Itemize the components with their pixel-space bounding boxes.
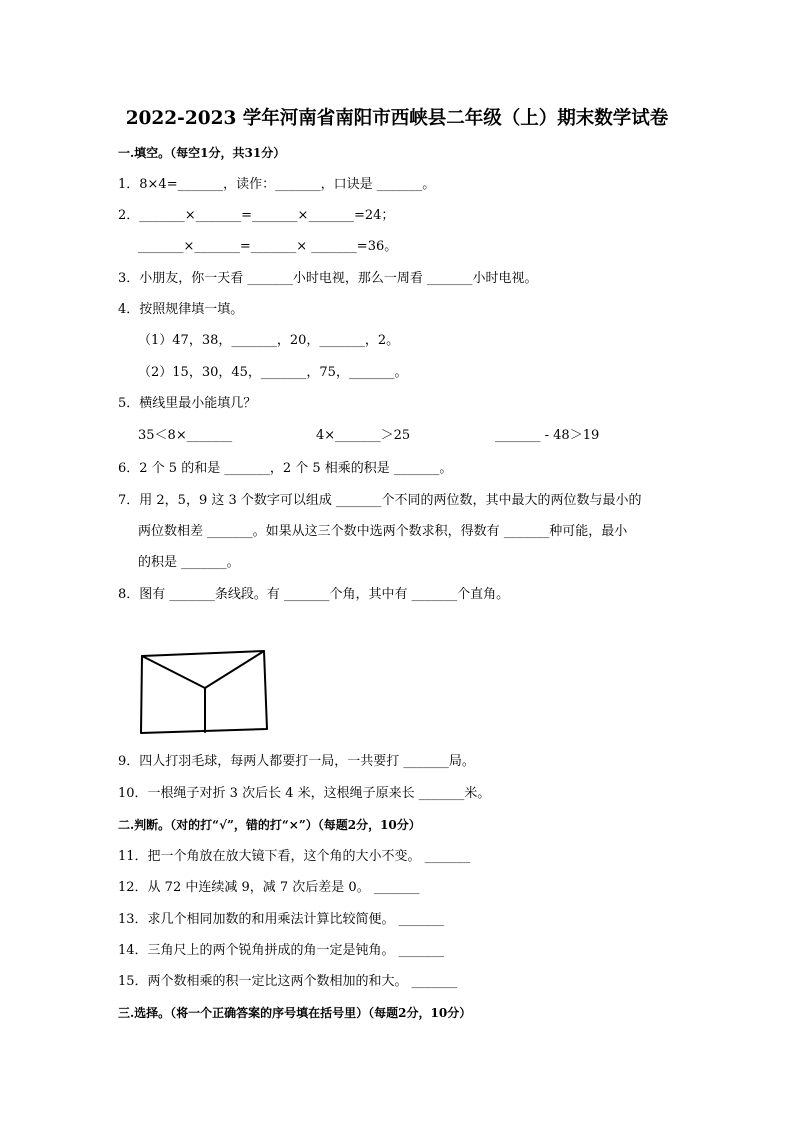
question-6: 6．2 个 5 的和是 _______，2 个 5 相乘的积是 _______。: [118, 461, 453, 476]
question-15: 15．两个数相乘的积一定比这两个数相加的和大。 _______: [118, 974, 458, 989]
question-7-line-1: 7．用 2，5，9 这 3 个数字可以组成 _______个不同的两位数，其中最大的两位数与最小的: [118, 493, 642, 508]
question-10: 10．一根绳子对折 3 次后长 4 米，这根绳子原来长 _______米。: [118, 786, 491, 801]
section-heading-multiple-choice: 三.选择。（将一个正确答案的序号填在括号里）（每题2分，10分）: [118, 1006, 472, 1020]
question-4-part-2: （2）15，30，45，_______，75，_______。: [138, 365, 408, 380]
question-2-line-1: 2．_______×_______=_______×_______=24；: [118, 208, 395, 223]
section-heading-fill-blank: 一.填空。（每空1分，共31分）: [118, 146, 286, 160]
question-7-line-3: 的积是 _______。: [138, 555, 240, 570]
question-11: 11．把一个角放在放大镜下看，这个角的大小不变。 _______: [118, 849, 471, 864]
page-title: 2022-2023 学年河南省南阳市西峡县二年级（上）期末数学试卷: [125, 108, 669, 129]
question-5-part-2: 4×_______＞25: [316, 428, 411, 443]
question-2-line-2: _______×_______=_______× _______=36。: [138, 239, 398, 254]
question-8: 8．图有 _______条线段。有 _______个角，其中有 _______个直角。: [118, 587, 510, 602]
question-5-part-1: 35＜8×_______: [138, 428, 233, 443]
question-4-part-1: （1）47，38，_______，20，_______，2。: [138, 333, 400, 348]
question-12: 12．从 72 中连续减 9，减 7 次后差是 0。 _______: [118, 880, 420, 895]
figure-v-lines: [142, 651, 264, 688]
section-heading-true-false: 二.判断。（对的打“√”，错的打“×”）（每题2分，10分）: [118, 818, 421, 832]
question-4: 4．按照规律填一填。: [118, 302, 244, 317]
question-5-part-3: _______ - 48＞19: [495, 428, 600, 443]
question-5: 5．横线里最小能填几？: [118, 396, 257, 411]
question-14: 14．三角尺上的两个锐角拼成的角一定是钝角。 _______: [118, 943, 445, 958]
question-3: 3．小朋友，你一天看 _______小时电视，那么一周看 _______小时电视。: [118, 271, 538, 286]
question-7-line-2: 两位数相差 _______。如果从这三个数中选两个数求积，得数有 _______种可能，最小: [138, 524, 628, 539]
question-1: 1．8×4=_______，读作：_______，口诀是 _______。: [118, 177, 436, 192]
question-9: 9．四人打羽毛球，每两人都要打一局，一共要打 _______局。: [118, 754, 475, 769]
question-13: 13．求几个相同加数的和用乘法计算比较简便。 _______: [118, 912, 445, 927]
envelope-figure: [138, 648, 270, 738]
